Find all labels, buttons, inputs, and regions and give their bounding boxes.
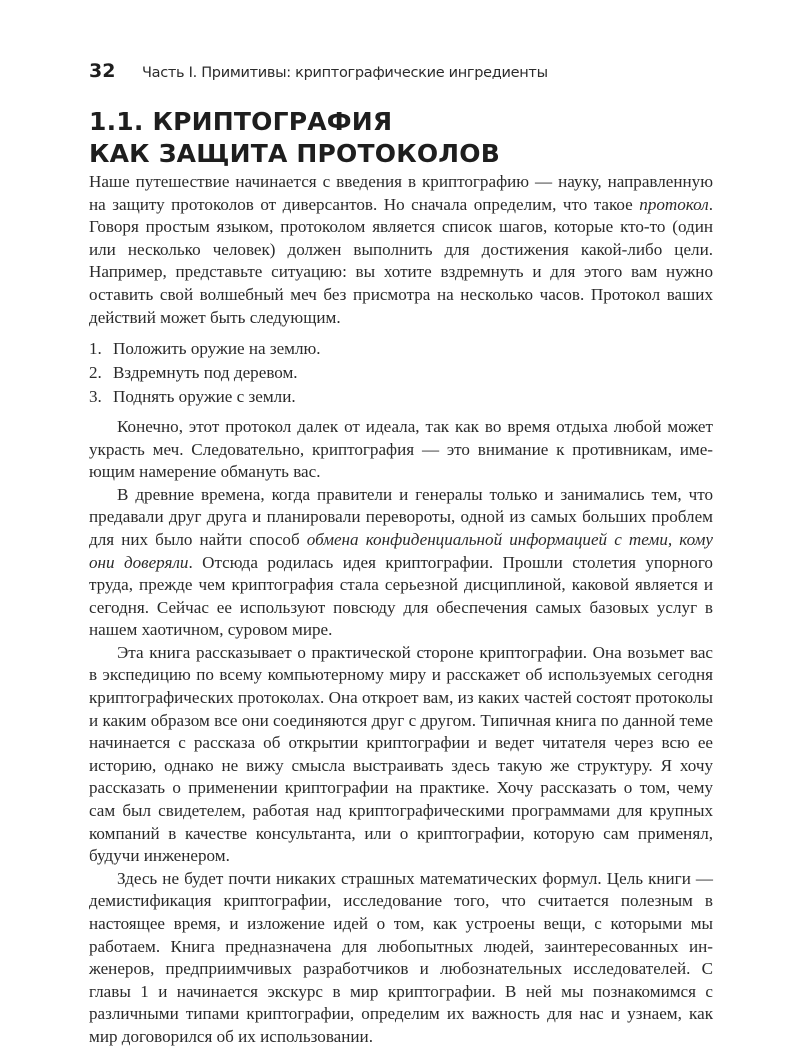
paragraph-text: В древние времена, когда правители и генералы только и занимались тем, что предавали друг друга и планировали перевороты, одной из самых больших проблем для них было найти способ (89, 484, 713, 549)
paragraph-history (89, 484, 713, 642)
section-title (89, 106, 500, 170)
body-text (89, 171, 713, 1049)
list-item (89, 338, 713, 361)
list-item-number: 3. (89, 387, 102, 407)
paragraph-audience: Здесь не будет почти никаких страшных математических формул. Цель книги — демистификация криптографии, исследование того, что считается полезным в настоящее время, и изложение идей о том, как устроены вещи, с которыми мы работаем. Книга предназначена для любопытных людей, заинтересованных инженеров, предприимчивых разработчиков и любознательных исследователей. С главы 1 и начинается экскурс в мир криптографии. В ней мы познакомимся с различными типами криптографии, определим их важность для нас и узнаем, как мир договорился об их использовании. (89, 868, 713, 1046)
protocol-steps-list (89, 338, 713, 409)
list-item (89, 362, 713, 385)
running-title: Часть I. Примитивы: криптографические ингредиенты (142, 65, 548, 81)
running-head (89, 60, 548, 86)
paragraph-text: Наше путешествие начинается с введения в криптографию — науку, направленную на защиту протоколов от диверсантов. Но сначала определим, что такое (89, 172, 713, 214)
list-item-text: Вздремнуть под деревом. (113, 363, 298, 383)
emphasis-phrase: обмена конфиденциальной информацией с теми, кому они доверяли (89, 529, 713, 572)
list-item-text: Поднять оружие с земли. (113, 387, 296, 407)
emphasis-term: протокол (639, 194, 709, 214)
paragraph-adversaries: Конечно, этот протокол далек от идеала, так как во время отдыха любой может украсть меч. Следовательно, криптография — это внимание к противникам, имеющим намерение обмануть вас. (89, 416, 713, 482)
list-item-number: 1. (89, 339, 102, 359)
list-item-text: Положить оружие на землю. (113, 339, 321, 359)
paragraph-book-purpose: Эта книга рассказывает о практической стороне криптографии. Она возьмет вас в экспедицию по всему компьютерному миру и расскажет об используемых сегодня криптографических протоколах. Она откроет вам, из каких частей состоят протоколы и каким образом все они соединяются друг с другом. Типичная книга по данной теме начинается с рассказа об открытии криптографии и ведет читателя через всю ее историю, однако не вижу смысла выстраивать здесь такую же структуру. Я хочу рассказать о применении криптографии на практике. Хочу рассказать о том, чему сам был свидетелем, работая над криптографическими программами для крупных компаний в качестве консультанта, или о криптографии, которую сам применял, будучи инженером. (89, 642, 713, 866)
section-title-line-1: 1.1. КРИПТОГРАФИЯ (89, 107, 393, 136)
paragraph-text: . Отсюда родилась идея криптографии. Прошли столетия упорного труда, прежде чем криптография стала серьезной дисциплиной, каковой является и сегодня. Сейчас ее используют повсюду для обеспечения самых базовых услуг в нашем хаотичном, суровом мире. (89, 552, 713, 640)
section-title-line-2: КАК ЗАЩИТА ПРОТОКОЛОВ (89, 139, 500, 168)
page-number: 32 (89, 60, 116, 82)
list-item (89, 386, 713, 409)
paragraph-intro (89, 171, 713, 329)
paragraph-text: . Говоря простым языком, протоколом является список шагов, которые кто-то (один или несколько человек) должен выполнить для достижения какой-либо цели. Например, представьте ситуацию: вы хотите вздремнуть и для этого вам нужно оставить свой волшебный меч без присмотра на несколько часов. Протокол ваших действий может быть следующим. (89, 194, 713, 327)
list-item-number: 2. (89, 363, 102, 383)
